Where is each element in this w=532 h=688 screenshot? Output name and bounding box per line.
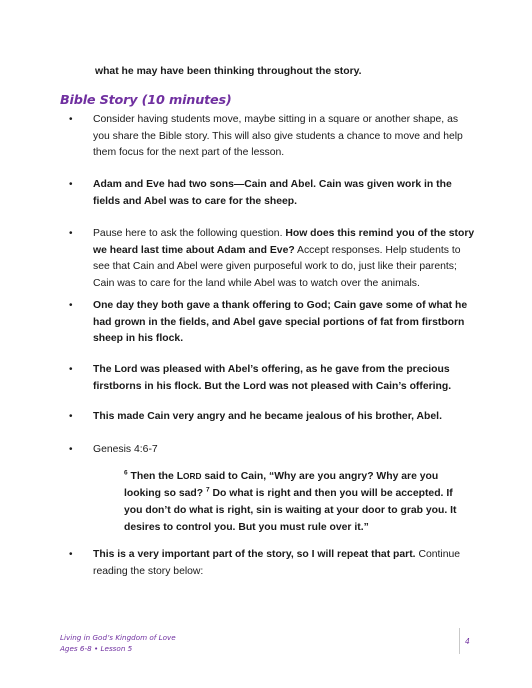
bullet-text: Consider having students move, maybe sitting in a square or another shape, as you share the Bible story. This will also give students a chance to move and help them focus for the next part of the lesson. [93,114,463,158]
bullet-bold-text: This is a very important part of the story, so I will repeat that part. [93,549,416,560]
footer-lesson: Lesson 5 [100,644,133,653]
bullet-lead-text: Pause here to ask the following question. [93,228,283,239]
bullet-tail-text: Accept responses. Help students to see that Cain and Abel were given purposeful work to do, just like their parents; Cain was to care for the land while Abel was to watch over the animals. [93,244,461,289]
scripture-quote [124,468,474,536]
intro-text: what he may have been thinking throughout the story. [95,66,362,77]
bullet-question-text: How does this remind you of the story we heard last time about Adam and Eve? [93,228,475,256]
bullet-text: The Lord was pleased with Abel’s offering, as he gave from the precious firstborns in his flock. But the Lord was not pleased with Cain’s offering. [93,364,452,392]
page-number: 4 [465,637,470,646]
bullet-text: This made Cain very angry and he became jealous of his brother, Abel. [93,411,442,422]
bullet-item-two-sons [93,177,476,210]
verse-number: 7 [205,486,210,494]
quote-smallcaps: ORD [183,471,202,481]
bullet-item-thank-offering [93,298,476,348]
bullet-item-move-students [93,112,476,162]
quote-text: Do what is right and then you will be accepted. If you don’t do what is right, sin is waiting at your door to grab you. It desires to control you. But you must rule over it.” [124,488,457,533]
section-heading: Bible Story (10 minutes) [60,93,232,108]
bullet-item-repeat-part [93,547,476,580]
footer-subtitle [60,643,176,654]
bullet-text: One day they both gave a thank offering to God; Cain gave some of what he had grown in the fields, and Abel gave special portions of fat from firstborn sheep in his flock. [93,300,468,344]
bullet-item-scripture-reference [93,442,476,459]
bullet-text: Adam and Eve had two sons—Cain and Abel. Cain was given work in the fields and Abel was to care for the sheep. [93,179,452,207]
bullet-item-lord-pleased [93,362,476,395]
bullet-tail-text: Continue reading the story below: [93,549,461,577]
footer-title: Living in God’s Kingdom of Love [60,633,176,642]
quote-text: said to Cain, “Why are you angry? Why are you looking so sad? [124,471,439,499]
bullet-item-pause-question [93,226,476,292]
scripture-reference: Genesis 4:6-7 [93,444,158,455]
footer [60,632,176,654]
footer-divider [459,628,460,654]
bullet-item-cain-angry [93,409,476,426]
verse-number: 6 [124,469,128,477]
footer-separator: • [93,644,99,653]
quote-text: Then the L [130,471,184,482]
footer-ages: Ages 6-8 [60,644,92,653]
